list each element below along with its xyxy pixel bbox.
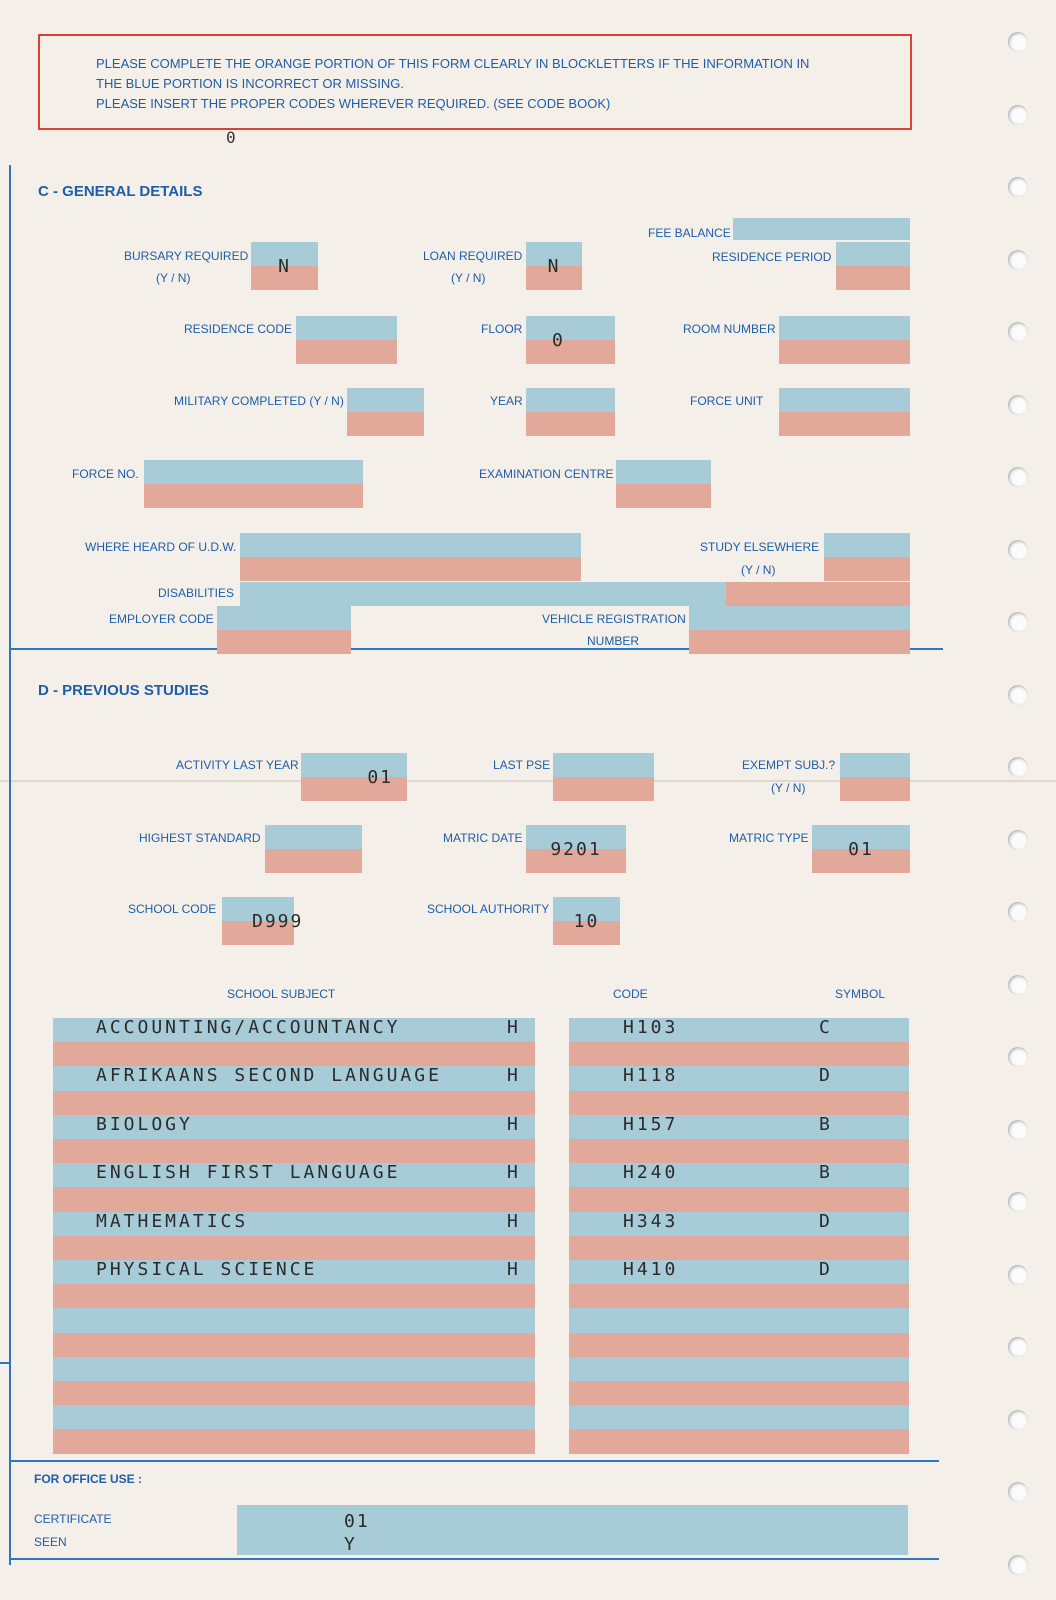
section-d-title: D - PREVIOUS STUDIES [38, 682, 209, 699]
school-code-label: SCHOOL CODE [128, 902, 217, 916]
subject-symbol: C [819, 1017, 833, 1038]
subject-code: H240 [623, 1162, 679, 1184]
examination-centre-field[interactable] [616, 460, 711, 508]
last-pse-label: LAST PSE [493, 758, 551, 772]
subject-grade: H [507, 1162, 521, 1184]
table-row-orange[interactable] [53, 1091, 535, 1115]
code-symbol-table [569, 1018, 909, 1454]
instruction-line-3: PLEASE INSERT THE PROPER CODES WHEREVER REQUIRED. (SEE CODE BOOK) [96, 96, 611, 111]
loan-required-field[interactable]: N [526, 242, 582, 290]
bursary-required-field[interactable]: N [251, 242, 318, 290]
subject-name: ENGLISH FIRST LANGUAGE [96, 1162, 401, 1184]
table-row-orange[interactable] [569, 1187, 909, 1211]
punch-hole [1008, 1265, 1028, 1285]
employer-code-label: EMPLOYER CODE [109, 612, 214, 626]
room-number-label: ROOM NUMBER [683, 322, 776, 336]
vehicle-registration-sub: NUMBER [587, 634, 640, 648]
force-no-field[interactable] [144, 460, 363, 508]
table-row-blue [569, 1260, 909, 1284]
subject-code: H410 [623, 1259, 679, 1280]
instructions-box [38, 34, 912, 130]
punch-hole [1008, 830, 1028, 850]
room-number-field[interactable] [779, 316, 910, 364]
activity-last-year-field[interactable]: 01 [301, 753, 407, 801]
table-row-orange[interactable] [53, 1042, 535, 1066]
year-field[interactable] [526, 388, 615, 436]
punch-hole [1008, 685, 1028, 705]
force-no-label: FORCE NO. [72, 467, 139, 481]
disabilities-field[interactable] [240, 582, 726, 606]
military-completed-field[interactable] [347, 388, 424, 436]
table-row-blue [569, 1357, 909, 1381]
table-row-orange[interactable] [53, 1139, 535, 1163]
certificate-value: 01 [344, 1511, 370, 1532]
stray-mark: 0 [226, 128, 236, 147]
seen-value: Y [344, 1534, 355, 1555]
vehicle-registration-label: VEHICLE REGISTRATION [542, 612, 686, 626]
subject-name: ACCOUNTING/ACCOUNTANCY [96, 1017, 401, 1038]
table-row-orange[interactable] [569, 1139, 909, 1163]
punch-hole [1008, 250, 1028, 270]
study-elsewhere-field[interactable] [824, 533, 910, 581]
table-row-orange[interactable] [569, 1042, 909, 1066]
punch-hole [1008, 1120, 1028, 1140]
highest-standard-field[interactable] [265, 825, 362, 873]
punch-hole [1008, 32, 1028, 52]
force-unit-label: FORCE UNIT [690, 394, 764, 408]
activity-last-year-label: ACTIVITY LAST YEAR [176, 758, 299, 772]
subject-grade: H [507, 1113, 521, 1135]
table-row-blue [569, 1308, 909, 1332]
matric-type-field[interactable]: 01 [812, 825, 910, 873]
subject-table [53, 1018, 535, 1454]
table-row-orange[interactable] [569, 1236, 909, 1260]
punch-hole [1008, 322, 1028, 342]
punch-hole [1008, 540, 1028, 560]
employer-code-field[interactable] [217, 606, 351, 654]
punch-hole [1008, 105, 1028, 125]
matric-date-label: MATRIC DATE [443, 831, 523, 845]
subject-code: H118 [623, 1065, 679, 1087]
subject-name: AFRIKAANS SECOND LANGUAGE [96, 1065, 442, 1087]
punch-hole [1008, 467, 1028, 487]
where-heard-label: WHERE HEARD OF U.D.W. [85, 540, 237, 554]
table-row-orange[interactable] [53, 1187, 535, 1211]
table-row-orange[interactable] [569, 1381, 909, 1405]
punch-hole [1008, 902, 1028, 922]
where-heard-field[interactable] [240, 533, 581, 581]
left-border [9, 165, 11, 1565]
subject-grade: H [507, 1065, 521, 1087]
symbol-header: SYMBOL [835, 987, 886, 1001]
table-row-orange[interactable] [53, 1284, 535, 1308]
disabilities-orange-band [726, 582, 910, 606]
military-completed-label: MILITARY COMPLETED (Y / N) [174, 394, 344, 408]
residence-code-label: RESIDENCE CODE [184, 322, 293, 336]
subject-symbol: B [819, 1113, 833, 1135]
table-row-orange[interactable] [53, 1333, 535, 1357]
punch-hole [1008, 757, 1028, 777]
loan-required-sub: (Y / N) [451, 271, 486, 285]
subject-symbol: D [819, 1065, 833, 1087]
bottom-divider [9, 1558, 939, 1560]
loan-required-label: LOAN REQUIRED [423, 249, 523, 263]
residence-period-label: RESIDENCE PERIOD [712, 250, 832, 264]
exempt-subj-sub: (Y / N) [771, 781, 806, 795]
table-row-blue [569, 1115, 909, 1139]
table-row-orange[interactable] [53, 1236, 535, 1260]
bursary-required-sub: (Y / N) [156, 271, 191, 285]
subject-grade: H [507, 1259, 521, 1280]
vehicle-registration-field[interactable] [689, 606, 910, 654]
table-row-blue [53, 1405, 535, 1429]
subject-code: H343 [623, 1210, 679, 1232]
floor-label: FLOOR [481, 322, 523, 336]
fee-balance-label: FEE BALANCE [648, 226, 731, 240]
punch-hole [1008, 1482, 1028, 1502]
office-use-title: FOR OFFICE USE : [34, 1472, 142, 1486]
subject-code: H157 [623, 1113, 679, 1135]
matric-date-field[interactable]: 9201 [526, 825, 626, 873]
punch-hole [1008, 612, 1028, 632]
punch-hole [1008, 395, 1028, 415]
certificate-label: CERTIFICATE [34, 1512, 112, 1526]
highest-standard-label: HIGHEST STANDARD [139, 831, 261, 845]
school-authority-label: SCHOOL AUTHORITY [427, 902, 550, 916]
table-row-blue [53, 1308, 535, 1332]
subject-name: BIOLOGY [96, 1113, 193, 1135]
table-row-orange[interactable] [569, 1091, 909, 1115]
subject-grade: H [507, 1017, 521, 1038]
disabilities-label: DISABILITIES [158, 586, 235, 600]
table-row-blue [569, 1405, 909, 1429]
table-row-blue [569, 1018, 909, 1042]
punch-hole [1008, 177, 1028, 197]
table-row-orange[interactable] [53, 1381, 535, 1405]
subject-code: H103 [623, 1017, 679, 1038]
examination-centre-label: EXAMINATION CENTRE [479, 467, 614, 481]
subject-name: MATHEMATICS [96, 1210, 249, 1232]
exempt-subj-label: EXEMPT SUBJ.? [742, 758, 836, 772]
table-row-blue [569, 1212, 909, 1236]
seen-label: SEEN [34, 1535, 67, 1549]
punch-hole [1008, 1410, 1028, 1430]
punch-hole [1008, 975, 1028, 995]
school-code-field[interactable]: D999 [222, 897, 294, 945]
residence-period-field[interactable] [836, 242, 910, 290]
subject-grade: H [507, 1210, 521, 1232]
table-row-orange[interactable] [569, 1429, 909, 1453]
table-row-orange[interactable] [53, 1429, 535, 1453]
code-header: CODE [613, 987, 648, 1001]
force-unit-field[interactable] [779, 388, 910, 436]
fee-balance-field[interactable] [733, 218, 910, 240]
subject-symbol: D [819, 1210, 833, 1232]
residence-code-field[interactable] [296, 316, 397, 364]
subject-symbol: B [819, 1162, 833, 1184]
instruction-line-2: THE BLUE PORTION IS INCORRECT OR MISSING. [96, 76, 404, 91]
last-pse-field[interactable] [553, 753, 654, 801]
table-row-blue [569, 1163, 909, 1187]
subject-name: PHYSICAL SCIENCE [96, 1259, 318, 1280]
section-c-title: C - GENERAL DETAILS [38, 183, 203, 200]
office-use-field[interactable] [237, 1505, 908, 1555]
office-divider [9, 1460, 939, 1462]
table-row-blue [569, 1066, 909, 1090]
study-elsewhere-sub: (Y / N) [741, 563, 776, 577]
punch-hole [1008, 1047, 1028, 1067]
subject-symbol: D [819, 1259, 833, 1280]
year-label: YEAR [490, 394, 523, 408]
school-authority-field[interactable]: 10 [553, 897, 620, 945]
bursary-required-label: BURSARY REQUIRED [124, 249, 249, 263]
floor-field[interactable]: 0 [526, 316, 615, 364]
table-row-orange[interactable] [569, 1284, 909, 1308]
school-subject-header: SCHOOL SUBJECT [227, 987, 336, 1001]
study-elsewhere-label: STUDY ELSEWHERE [700, 540, 820, 554]
matric-type-label: MATRIC TYPE [729, 831, 809, 845]
instruction-line-1: PLEASE COMPLETE THE ORANGE PORTION OF THIS FORM CLEARLY IN BLOCKLETTERS IF THE INFORMATION IN [96, 56, 810, 71]
table-row-blue [53, 1357, 535, 1381]
punch-hole [1008, 1337, 1028, 1357]
tick-mark [0, 1362, 10, 1364]
table-row-orange[interactable] [569, 1333, 909, 1357]
punch-hole [1008, 1192, 1028, 1212]
exempt-subj-field[interactable] [840, 753, 910, 801]
punch-hole [1008, 1555, 1028, 1575]
